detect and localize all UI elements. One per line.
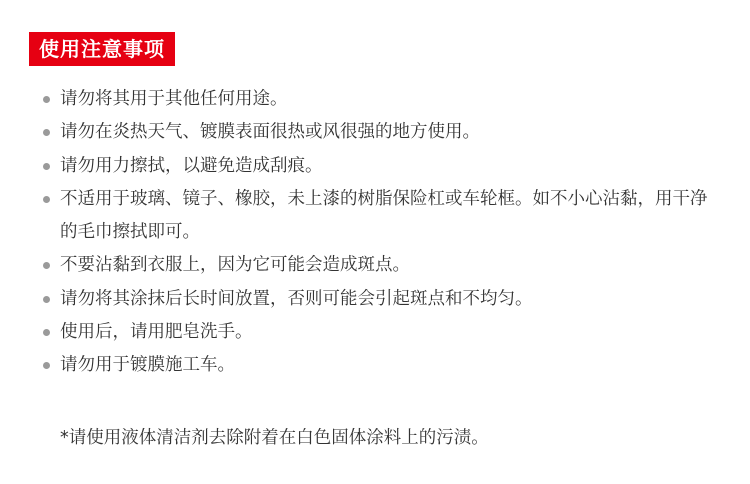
precautions-list bbox=[43, 83, 723, 383]
bullet-dot-icon bbox=[43, 96, 50, 103]
list-item-text: 不要沾黏到衣服上，因为它可能会造成斑点。 bbox=[60, 255, 410, 276]
list-item-text: 请勿将其涂抹后长时间放置，否则可能会引起斑点和不均匀。 bbox=[60, 288, 533, 309]
list-item bbox=[43, 150, 723, 183]
list-item bbox=[43, 183, 723, 250]
list-item bbox=[43, 316, 723, 349]
bullet-dot-icon bbox=[43, 163, 50, 170]
list-item bbox=[43, 283, 723, 316]
list-item bbox=[43, 116, 723, 149]
bullet-dot-icon bbox=[43, 196, 50, 203]
list-item-text: 请勿用于镀膜施工车。 bbox=[60, 355, 235, 376]
bullet-dot-icon bbox=[43, 296, 50, 303]
list-item bbox=[43, 83, 723, 116]
list-item-text: 请勿将其用于其他任何用途。 bbox=[60, 89, 288, 109]
list-item-text: 不适用于玻璃、镜子、橡胶，未上漆的树脂保险杠或车轮框。如不小心沾黏，用干净的毛巾擦拭即可。 bbox=[60, 188, 708, 243]
list-item-text: 使用后，请用肥皂洗手。 bbox=[60, 322, 253, 343]
list-item-text: 请勿在炎热天气、镀膜表面很热或风很强的地方使用。 bbox=[60, 122, 480, 143]
bullet-dot-icon bbox=[43, 262, 50, 269]
list-item-text: 请勿用力擦拭，以避免造成刮痕。 bbox=[60, 155, 323, 176]
list-item bbox=[43, 249, 723, 282]
section-title: 使用注意事项 bbox=[29, 32, 175, 66]
list-item bbox=[43, 349, 723, 382]
bullet-dot-icon bbox=[43, 129, 50, 136]
bullet-dot-icon bbox=[43, 362, 50, 369]
footnote: *请使用液体清洁剂去除附着在白色固体涂料上的污渍。 bbox=[60, 428, 489, 448]
bullet-dot-icon bbox=[43, 329, 50, 336]
